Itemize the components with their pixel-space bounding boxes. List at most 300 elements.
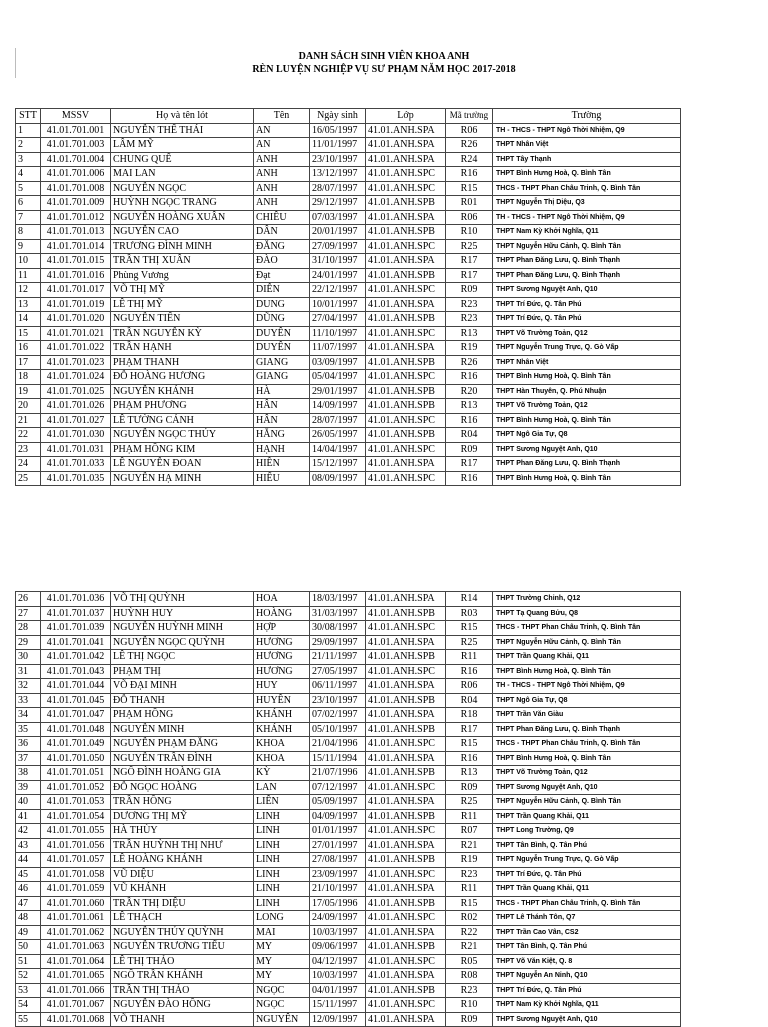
table-row [16, 123, 681, 138]
ho-ten-lot-cell: PHẠM HỒNG [111, 708, 254, 723]
stt-cell: 19 [16, 384, 41, 399]
ten-cell: HUYỀN [254, 693, 310, 708]
table-row [16, 621, 681, 636]
ho-ten-lot-cell: LÊ THỊ NGỌC [111, 650, 254, 665]
ma-truong-cell: R03 [446, 606, 493, 621]
stt-cell: 23 [16, 442, 41, 457]
ma-truong-cell: R11 [446, 882, 493, 897]
ho-ten-lot-cell: HUỲNH HUY [111, 606, 254, 621]
ngay-sinh-cell: 14/04/1997 [310, 442, 366, 457]
stt-cell: 55 [16, 1012, 41, 1027]
table-row [16, 635, 681, 650]
ma-truong-cell: R11 [446, 650, 493, 665]
ten-cell: DUNG [254, 297, 310, 312]
ten-cell: DUYÊN [254, 326, 310, 341]
truong-cell: THPT Tân Bình, Q. Tân Phú [493, 838, 681, 853]
table-body-2 [16, 592, 681, 1027]
ngay-sinh-cell: 23/10/1997 [310, 152, 366, 167]
lop-cell: 41.01.ANH.SPB [366, 896, 446, 911]
table-row [16, 954, 681, 969]
stt-cell: 54 [16, 998, 41, 1013]
table-row [16, 824, 681, 839]
mssv-cell: 41.01.701.030 [41, 428, 111, 443]
truong-cell: TH - THCS - THPT Ngô Thời Nhiệm, Q9 [493, 210, 681, 225]
ma-truong-cell: R26 [446, 138, 493, 153]
lop-cell: 41.01.ANH.SPB [366, 606, 446, 621]
table-row [16, 882, 681, 897]
ngay-sinh-cell: 03/09/1997 [310, 355, 366, 370]
table-row [16, 196, 681, 211]
ngay-sinh-cell: 20/01/1997 [310, 225, 366, 240]
stt-cell: 11 [16, 268, 41, 283]
ten-cell: HÂN [254, 413, 310, 428]
ngay-sinh-cell: 05/04/1997 [310, 370, 366, 385]
ngay-sinh-cell: 04/01/1997 [310, 983, 366, 998]
ma-truong-cell: R15 [446, 737, 493, 752]
stt-cell: 16 [16, 341, 41, 356]
ten-cell: HUY [254, 679, 310, 694]
ho-ten-lot-cell: TRƯƠNG ĐÌNH MINH [111, 239, 254, 254]
stt-cell: 50 [16, 940, 41, 955]
ho-ten-lot-cell: NGUYỄN NGỌC QUỲNH [111, 635, 254, 650]
ten-cell: LAN [254, 780, 310, 795]
ma-truong-cell: R13 [446, 326, 493, 341]
ngay-sinh-cell: 09/06/1997 [310, 940, 366, 955]
ngay-sinh-cell: 26/05/1997 [310, 428, 366, 443]
table-row [16, 751, 681, 766]
truong-cell: THPT Võ Trường Toản, Q12 [493, 326, 681, 341]
truong-cell: THPT Tân Bình, Q. Tân Phú [493, 940, 681, 955]
ngay-sinh-cell: 24/09/1997 [310, 911, 366, 926]
ten-cell: HỢP [254, 621, 310, 636]
mssv-cell: 41.01.701.049 [41, 737, 111, 752]
lop-cell: 41.01.ANH.SPA [366, 152, 446, 167]
truong-cell: THPT Võ Trường Toản, Q12 [493, 766, 681, 781]
ten-cell: HIẾU [254, 471, 310, 486]
table-row [16, 867, 681, 882]
ho-ten-lot-cell: PHẠM HỒNG KIM [111, 442, 254, 457]
lop-cell: 41.01.ANH.SPB [366, 940, 446, 955]
ten-cell: ĐĂNG [254, 239, 310, 254]
mssv-cell: 41.01.701.042 [41, 650, 111, 665]
mssv-cell: 41.01.701.014 [41, 239, 111, 254]
table-row [16, 355, 681, 370]
stt-cell: 31 [16, 664, 41, 679]
lop-cell: 41.01.ANH.SPB [366, 983, 446, 998]
lop-cell: 41.01.ANH.SPC [366, 737, 446, 752]
truong-cell: THPT Võ Trường Toản, Q12 [493, 399, 681, 414]
ten-cell: HẠNH [254, 442, 310, 457]
ma-truong-cell: R21 [446, 838, 493, 853]
ngay-sinh-cell: 05/10/1997 [310, 722, 366, 737]
ho-ten-lot-cell: NGUYỄN HUỲNH MINH [111, 621, 254, 636]
ma-truong-cell: R04 [446, 428, 493, 443]
stt-cell: 28 [16, 621, 41, 636]
table-row [16, 606, 681, 621]
ngay-sinh-cell: 23/10/1997 [310, 693, 366, 708]
lop-cell: 41.01.ANH.SPA [366, 708, 446, 723]
mssv-cell: 41.01.701.054 [41, 809, 111, 824]
ma-truong-cell: R15 [446, 896, 493, 911]
ma-truong-cell: R16 [446, 471, 493, 486]
ngay-sinh-cell: 10/03/1997 [310, 969, 366, 984]
ho-ten-lot-cell: NGUYỄN KHÁNH [111, 384, 254, 399]
lop-cell: 41.01.ANH.SPA [366, 123, 446, 138]
stt-cell: 52 [16, 969, 41, 984]
ma-truong-cell: R09 [446, 442, 493, 457]
ten-cell: Đạt [254, 268, 310, 283]
mssv-cell: 41.01.701.015 [41, 254, 111, 269]
ngay-sinh-cell: 30/08/1997 [310, 621, 366, 636]
table-row [16, 326, 681, 341]
ma-truong-cell: R11 [446, 809, 493, 824]
col-header-ten: Tên [254, 109, 310, 124]
table-row [16, 428, 681, 443]
ten-cell: KHOA [254, 751, 310, 766]
ngay-sinh-cell: 13/12/1997 [310, 167, 366, 182]
ho-ten-lot-cell: NGUYỄN THẾ THÁI [111, 123, 254, 138]
lop-cell: 41.01.ANH.SPC [366, 167, 446, 182]
lop-cell: 41.01.ANH.SPB [366, 853, 446, 868]
ten-cell: KỲ [254, 766, 310, 781]
table-row [16, 766, 681, 781]
mssv-cell: 41.01.701.060 [41, 896, 111, 911]
ngay-sinh-cell: 29/01/1997 [310, 384, 366, 399]
ho-ten-lot-cell: NGUYỄN ĐÀO HỒNG [111, 998, 254, 1013]
ma-truong-cell: R23 [446, 297, 493, 312]
ngay-sinh-cell: 21/04/1996 [310, 737, 366, 752]
mssv-cell: 41.01.701.052 [41, 780, 111, 795]
student-table-part-1 [15, 108, 681, 486]
ma-truong-cell: R20 [446, 384, 493, 399]
mssv-cell: 41.01.701.047 [41, 708, 111, 723]
mssv-cell: 41.01.701.022 [41, 341, 111, 356]
ngay-sinh-cell: 17/05/1996 [310, 896, 366, 911]
ma-truong-cell: R25 [446, 239, 493, 254]
lop-cell: 41.01.ANH.SPB [366, 384, 446, 399]
ho-ten-lot-cell: VÕ THỊ MỸ [111, 283, 254, 298]
ho-ten-lot-cell: NGUYỄN CAO [111, 225, 254, 240]
stt-cell: 42 [16, 824, 41, 839]
truong-cell: THPT Bình Hưng Hoà, Q. Bình Tân [493, 167, 681, 182]
ho-ten-lot-cell: LÂM MỸ [111, 138, 254, 153]
ngay-sinh-cell: 28/07/1997 [310, 181, 366, 196]
table-row [16, 896, 681, 911]
table-row [16, 809, 681, 824]
ho-ten-lot-cell: MAI LAN [111, 167, 254, 182]
stt-cell: 53 [16, 983, 41, 998]
ho-ten-lot-cell: TRẦN HUỲNH THỊ NHƯ [111, 838, 254, 853]
ten-cell: HIỀN [254, 457, 310, 472]
truong-cell: THPT Long Trường, Q9 [493, 824, 681, 839]
table-row [16, 283, 681, 298]
ma-truong-cell: R17 [446, 722, 493, 737]
truong-cell: THPT Trần Quang Khải, Q11 [493, 650, 681, 665]
truong-cell: THPT Nguyễn Trung Trực, Q. Gò Vấp [493, 853, 681, 868]
table-row [16, 650, 681, 665]
mssv-cell: 41.01.701.064 [41, 954, 111, 969]
table-row [16, 370, 681, 385]
ma-truong-cell: R23 [446, 312, 493, 327]
table-row [16, 737, 681, 752]
lop-cell: 41.01.ANH.SPC [366, 413, 446, 428]
ngay-sinh-cell: 31/03/1997 [310, 606, 366, 621]
table-row [16, 152, 681, 167]
ma-truong-cell: R02 [446, 911, 493, 926]
ten-cell: ANH [254, 196, 310, 211]
stt-cell: 44 [16, 853, 41, 868]
ten-cell: LINH [254, 867, 310, 882]
ho-ten-lot-cell: HUỲNH NGỌC TRANG [111, 196, 254, 211]
ten-cell: CHIÊU [254, 210, 310, 225]
ma-truong-cell: R17 [446, 254, 493, 269]
lop-cell: 41.01.ANH.SPB [366, 428, 446, 443]
col-header-ma-truong: Mã trường [446, 109, 493, 124]
truong-cell: THCS - THPT Phan Châu Trinh, Q. Bình Tân [493, 737, 681, 752]
mssv-cell: 41.01.701.003 [41, 138, 111, 153]
stt-cell: 49 [16, 925, 41, 940]
ten-cell: DIỄN [254, 283, 310, 298]
truong-cell: THCS - THPT Phan Châu Trinh, Q. Bình Tân [493, 896, 681, 911]
mssv-cell: 41.01.701.068 [41, 1012, 111, 1027]
truong-cell: THPT Nguyễn An Ninh, Q10 [493, 969, 681, 984]
ten-cell: GIANG [254, 370, 310, 385]
stt-cell: 26 [16, 592, 41, 607]
truong-cell: THCS - THPT Phan Châu Trinh, Q. Bình Tân [493, 621, 681, 636]
lop-cell: 41.01.ANH.SPC [366, 370, 446, 385]
ma-truong-cell: R13 [446, 399, 493, 414]
table-row [16, 181, 681, 196]
truong-cell: THPT Hàn Thuyên, Q. Phú Nhuận [493, 384, 681, 399]
truong-cell: THPT Nguyễn Hữu Cảnh, Q. Bình Tân [493, 239, 681, 254]
truong-cell: THPT Bình Hưng Hoà, Q. Bình Tân [493, 751, 681, 766]
table-row [16, 853, 681, 868]
mssv-cell: 41.01.701.009 [41, 196, 111, 211]
table-row [16, 210, 681, 225]
ho-ten-lot-cell: NGUYỄN MINH [111, 722, 254, 737]
ngay-sinh-cell: 07/12/1997 [310, 780, 366, 795]
ho-ten-lot-cell: VŨ KHÁNH [111, 882, 254, 897]
col-header-stt: STT [16, 109, 41, 124]
lop-cell: 41.01.ANH.SPC [366, 181, 446, 196]
mssv-cell: 41.01.701.023 [41, 355, 111, 370]
table-header-row [16, 109, 681, 124]
table-row [16, 592, 681, 607]
stt-cell: 20 [16, 399, 41, 414]
stt-cell: 1 [16, 123, 41, 138]
ho-ten-lot-cell: PHẠM PHƯƠNG [111, 399, 254, 414]
ma-truong-cell: R09 [446, 1012, 493, 1027]
ho-ten-lot-cell: LÊ HOÀNG KHÁNH [111, 853, 254, 868]
ngay-sinh-cell: 07/02/1997 [310, 708, 366, 723]
ten-cell: KHOA [254, 737, 310, 752]
ma-truong-cell: R16 [446, 664, 493, 679]
ma-truong-cell: R04 [446, 693, 493, 708]
ho-ten-lot-cell: NGUYỄN HẠ MINH [111, 471, 254, 486]
stt-cell: 45 [16, 867, 41, 882]
table-row [16, 911, 681, 926]
mssv-cell: 41.01.701.027 [41, 413, 111, 428]
stt-cell: 6 [16, 196, 41, 211]
lop-cell: 41.01.ANH.SPB [366, 225, 446, 240]
mssv-cell: 41.01.701.026 [41, 399, 111, 414]
ma-truong-cell: R09 [446, 283, 493, 298]
stt-cell: 40 [16, 795, 41, 810]
truong-cell: THPT Bình Hưng Hoà, Q. Bình Tân [493, 664, 681, 679]
ngay-sinh-cell: 21/11/1997 [310, 650, 366, 665]
ngay-sinh-cell: 23/09/1997 [310, 867, 366, 882]
mssv-cell: 41.01.701.051 [41, 766, 111, 781]
truong-cell: THPT Tây Thạnh [493, 152, 681, 167]
ngay-sinh-cell: 04/12/1997 [310, 954, 366, 969]
truong-cell: TH - THCS - THPT Ngô Thời Nhiệm, Q9 [493, 679, 681, 694]
ho-ten-lot-cell: NGÔ TRẦN KHÁNH [111, 969, 254, 984]
lop-cell: 41.01.ANH.SPA [366, 882, 446, 897]
ten-cell: LINH [254, 882, 310, 897]
ten-cell: NGỌC [254, 998, 310, 1013]
ma-truong-cell: R25 [446, 795, 493, 810]
lop-cell: 41.01.ANH.SPB [366, 399, 446, 414]
mssv-cell: 41.01.701.036 [41, 592, 111, 607]
ma-truong-cell: R14 [446, 592, 493, 607]
ten-cell: LONG [254, 911, 310, 926]
table-row [16, 239, 681, 254]
ho-ten-lot-cell: VŨ DIỆU [111, 867, 254, 882]
ma-truong-cell: R16 [446, 413, 493, 428]
ngay-sinh-cell: 07/03/1997 [310, 210, 366, 225]
truong-cell: THPT Sương Nguyệt Anh, Q10 [493, 283, 681, 298]
ho-ten-lot-cell: NGUYỄN THỦY QUỲNH [111, 925, 254, 940]
ten-cell: GIANG [254, 355, 310, 370]
stt-cell: 18 [16, 370, 41, 385]
truong-cell: THPT Trí Đức, Q. Tân Phú [493, 297, 681, 312]
mssv-cell: 41.01.701.053 [41, 795, 111, 810]
truong-cell: THPT Bình Hưng Hoà, Q. Bình Tân [493, 370, 681, 385]
truong-cell: THPT Ngô Gia Tự, Q8 [493, 693, 681, 708]
truong-cell: THPT Trần Cao Vân, CS2 [493, 925, 681, 940]
lop-cell: 41.01.ANH.SPB [366, 650, 446, 665]
lop-cell: 41.01.ANH.SPA [366, 795, 446, 810]
stt-cell: 30 [16, 650, 41, 665]
ma-truong-cell: R10 [446, 225, 493, 240]
mssv-cell: 41.01.701.059 [41, 882, 111, 897]
ten-cell: DŨNG [254, 312, 310, 327]
ten-cell: LINH [254, 824, 310, 839]
ho-ten-lot-cell: PHẠM THỊ [111, 664, 254, 679]
lop-cell: 41.01.ANH.SPB [366, 268, 446, 283]
truong-cell: THPT Trần Quang Khải, Q11 [493, 882, 681, 897]
stt-cell: 13 [16, 297, 41, 312]
table-row [16, 138, 681, 153]
ho-ten-lot-cell: VÕ ĐẠI MINH [111, 679, 254, 694]
ten-cell: LINH [254, 896, 310, 911]
ma-truong-cell: R06 [446, 679, 493, 694]
table-row [16, 341, 681, 356]
stt-cell: 43 [16, 838, 41, 853]
ma-truong-cell: R22 [446, 925, 493, 940]
stt-cell: 8 [16, 225, 41, 240]
lop-cell: 41.01.ANH.SPB [366, 196, 446, 211]
ngay-sinh-cell: 15/11/1997 [310, 998, 366, 1013]
stt-cell: 14 [16, 312, 41, 327]
ho-ten-lot-cell: TRẦN THỊ XUÂN [111, 254, 254, 269]
stt-cell: 47 [16, 896, 41, 911]
ma-truong-cell: R09 [446, 780, 493, 795]
ten-cell: MAI [254, 925, 310, 940]
ho-ten-lot-cell: NGUYỄN TIẾN [111, 312, 254, 327]
mssv-cell: 41.01.701.016 [41, 268, 111, 283]
ten-cell: ĐÀO [254, 254, 310, 269]
ho-ten-lot-cell: VÕ THỊ QUỲNH [111, 592, 254, 607]
lop-cell: 41.01.ANH.SPA [366, 838, 446, 853]
mssv-cell: 41.01.701.065 [41, 969, 111, 984]
ngay-sinh-cell: 11/07/1997 [310, 341, 366, 356]
truong-cell: THPT Nhân Việt [493, 355, 681, 370]
truong-cell: THPT Phan Đăng Lưu, Q. Bình Thạnh [493, 722, 681, 737]
ma-truong-cell: R06 [446, 123, 493, 138]
ma-truong-cell: R24 [446, 152, 493, 167]
ma-truong-cell: R19 [446, 853, 493, 868]
ngay-sinh-cell: 21/10/1997 [310, 882, 366, 897]
ten-cell: KHÁNH [254, 722, 310, 737]
truong-cell: THPT Nhân Việt [493, 138, 681, 153]
stt-cell: 32 [16, 679, 41, 694]
stt-cell: 12 [16, 283, 41, 298]
ho-ten-lot-cell: NGUYỄN HOÀNG XUÂN [111, 210, 254, 225]
ma-truong-cell: R17 [446, 268, 493, 283]
ten-cell: DUYÊN [254, 341, 310, 356]
stt-cell: 34 [16, 708, 41, 723]
ho-ten-lot-cell: NGUYỄN PHẠM ĐĂNG [111, 737, 254, 752]
mssv-cell: 41.01.701.058 [41, 867, 111, 882]
ho-ten-lot-cell: LÊ THỊ MỸ [111, 297, 254, 312]
table-row [16, 254, 681, 269]
table-row [16, 998, 681, 1013]
ho-ten-lot-cell: LÊ TƯỜNG CẢNH [111, 413, 254, 428]
lop-cell: 41.01.ANH.SPA [366, 210, 446, 225]
ten-cell: LIÊN [254, 795, 310, 810]
mssv-cell: 41.01.701.020 [41, 312, 111, 327]
table-row [16, 940, 681, 955]
table-row [16, 838, 681, 853]
table-row [16, 442, 681, 457]
truong-cell: THPT Bình Hưng Hoà, Q. Bình Tân [493, 471, 681, 486]
lop-cell: 41.01.ANH.SPC [366, 442, 446, 457]
ten-cell: ANH [254, 167, 310, 182]
truong-cell: THPT Trần Quang Khải, Q11 [493, 809, 681, 824]
truong-cell: THPT Võ Văn Kiệt, Q. 8 [493, 954, 681, 969]
mssv-cell: 41.01.701.024 [41, 370, 111, 385]
table-row [16, 167, 681, 182]
truong-cell: TH - THCS - THPT Ngô Thời Nhiệm, Q9 [493, 123, 681, 138]
mssv-cell: 41.01.701.012 [41, 210, 111, 225]
ma-truong-cell: R17 [446, 457, 493, 472]
page-title: DANH SÁCH SINH VIÊN KHOA ANH [298, 51, 470, 62]
col-header-ngay-sinh: Ngày sinh [310, 109, 366, 124]
lop-cell: 41.01.ANH.SPA [366, 751, 446, 766]
ngay-sinh-cell: 22/12/1997 [310, 283, 366, 298]
lop-cell: 41.01.ANH.SPA [366, 969, 446, 984]
ten-cell: LINH [254, 853, 310, 868]
lop-cell: 41.01.ANH.SPA [366, 457, 446, 472]
table-row [16, 225, 681, 240]
truong-cell: THPT Phan Đăng Lưu, Q. Bình Thạnh [493, 254, 681, 269]
table-row [16, 312, 681, 327]
ho-ten-lot-cell: ĐỖ NGỌC HOÀNG [111, 780, 254, 795]
ngay-sinh-cell: 08/09/1997 [310, 471, 366, 486]
stt-cell: 10 [16, 254, 41, 269]
ngay-sinh-cell: 06/11/1997 [310, 679, 366, 694]
